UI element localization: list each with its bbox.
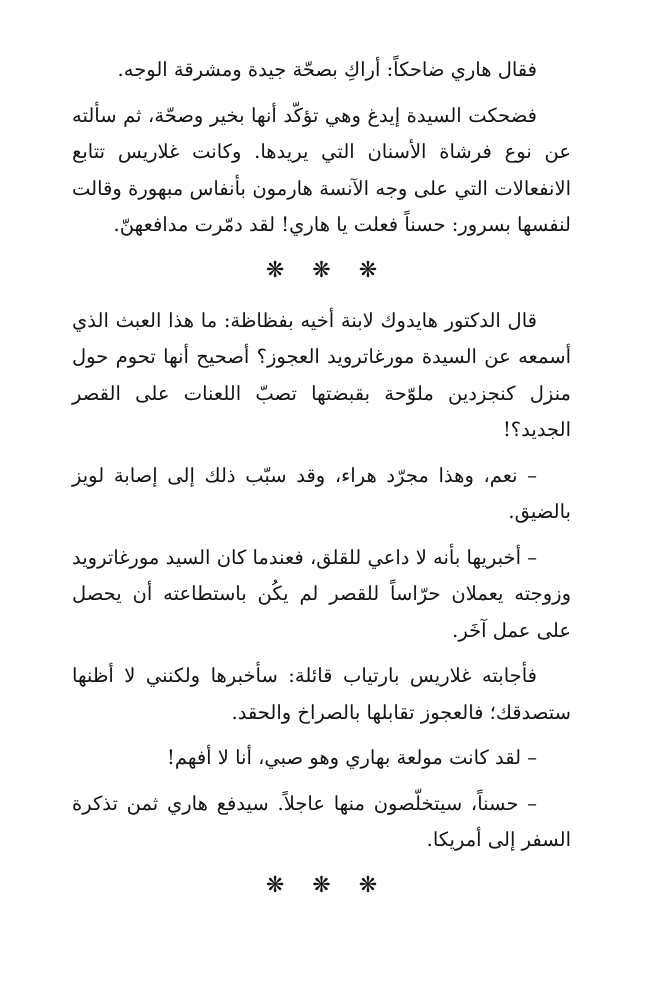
paragraph: فضحكت السيدة إيدغ وهي تؤكّد أنها بخير وصحّة، ثم سألته عن نوع فرشاة الأسنان التي يريدها. وكانت غلاريس تتابع الانفعالات التي على وجه الآنسة هارمون بأنفاس مبهورة وقالت لنفسها بسرور: حسناً فعلت يا هاري! لقد دمّرت مدافعهنّ. xyxy=(72,103,571,236)
asterism-icon: ❋ xyxy=(358,872,378,898)
paragraph: فقال هاري ضاحكاً: أراكِ بصحّة جيدة ومشرقة الوجه. xyxy=(117,58,537,81)
paragraph: – حسناً، سيتخلّصون منها عاجلاً. سيدفع هاري ثمن تذكرة السفر إلى أمريكا. xyxy=(72,791,571,851)
paragraph: – نعم، وهذا مجرّد هراء، وقد سبّب ذلك إلى إصابة لويز بالضيق. xyxy=(72,463,571,523)
paragraph: – لقد كانت مولعة بهاري وهو صبي، أنا لا أفهم! xyxy=(167,746,537,769)
section-separator xyxy=(72,253,571,289)
asterism-icon: ❋ xyxy=(312,872,331,898)
asterism-icon: ❋ xyxy=(358,257,378,283)
asterism-icon: ❋ xyxy=(265,257,285,283)
book-page xyxy=(72,52,571,918)
asterism-icon: ❋ xyxy=(312,257,331,283)
paragraph: قال الدكتور هايدوك لابنة أخيه بفظاظة: ما هذا العبث الذي أسمعه عن السيدة مورغاترويد العجوز؟ أصحيح أنها تحوم حول منزل كنجزدين ملوّحة بقبضتها تصبّ اللعنات على القصر الجديد؟! xyxy=(72,308,571,441)
asterism-icon: ❋ xyxy=(265,872,285,898)
paragraph: فأجابته غلاريس بارتياب قائلة: سأخبرها ولكنني لا أظنها ستصدقك؛ فالعجوز تقابلها بالصراخ والحقد. xyxy=(72,664,571,724)
section-separator xyxy=(72,868,571,904)
paragraph: – أخبريها بأنه لا داعي للقلق، فعندما كان السيد مورغاترويد وزوجته يعملان حرّاساً للقصر لم يكُن باستطاعته أن يحصل على عمل آخَر. xyxy=(72,545,571,642)
